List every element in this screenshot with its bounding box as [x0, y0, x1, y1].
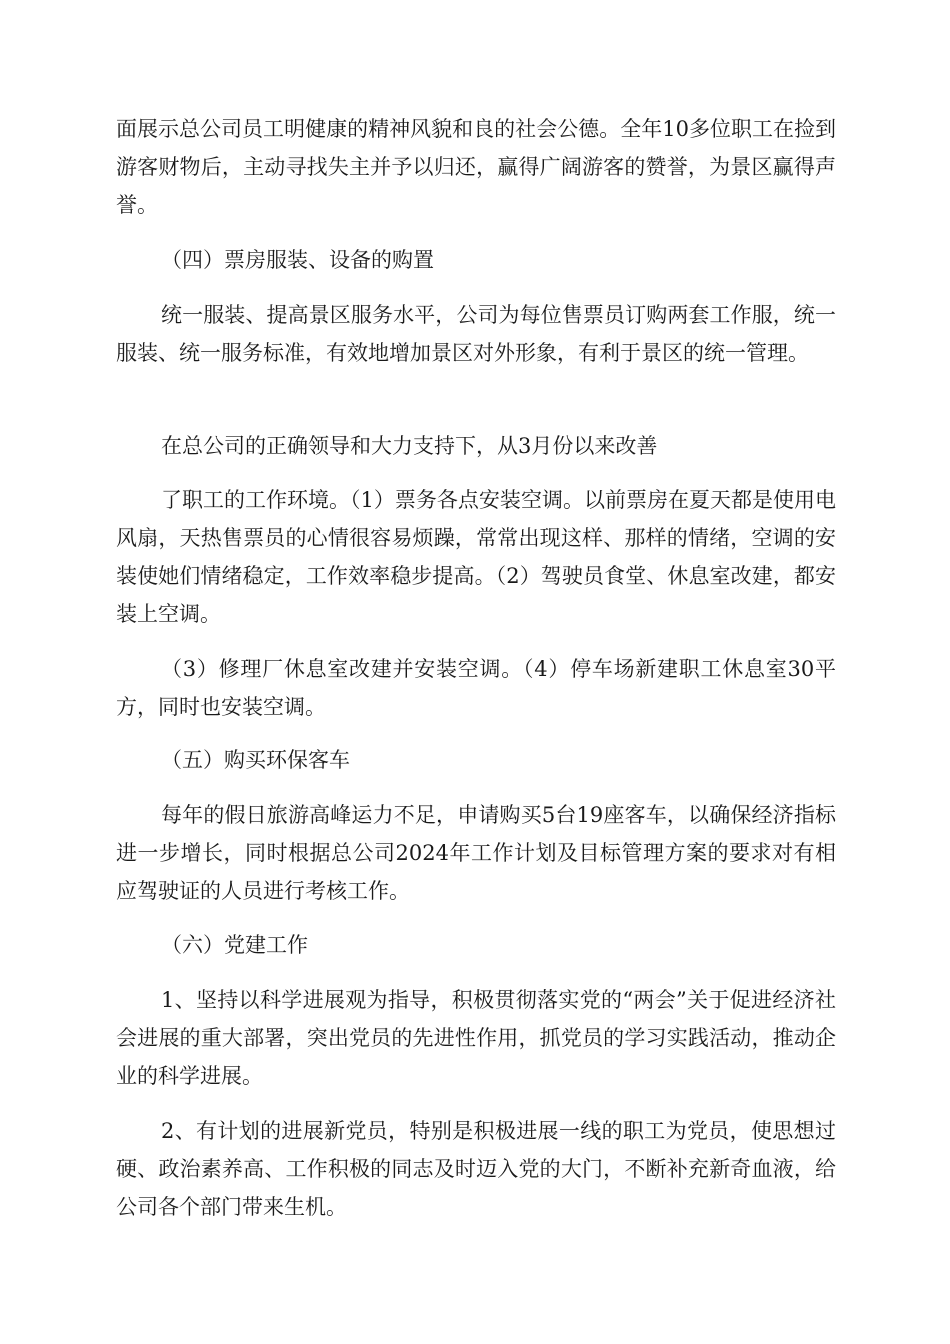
- paragraph-repair-shop: （3）修理厂休息室改建并安装空调。（4）停车场新建职工休息室30平方，同时也安装空调。: [116, 657, 836, 719]
- paragraph-support-intro: 在总公司的正确领导和大力支持下，从3月份以来改善: [161, 434, 658, 458]
- paragraph-uniforms: 统一服装、提高景区服务水平，公司为每位售票员订购两套工作服，统一服装、统一服务标准，有效地增加景区对外形象，有利于景区的统一管理。: [116, 303, 836, 365]
- paragraph-buses: 每年的假日旅游高峰运力不足，申请购买5台19座客车，以确保经济指标进一步增长，同时根据总公司2024年工作计划及目标管理方案的要求对有相应驾驶证的人员进行考核工作。: [116, 803, 836, 903]
- section-heading-4: （四）票房服装、设备的购置: [161, 248, 434, 272]
- section-heading-6: （六）党建工作: [161, 933, 308, 957]
- section-heading-5: （五）购买环保客车: [161, 748, 350, 772]
- paragraph-party-item-1: 1、坚持以科学进展观为指导，积极贯彻落实党的“两会”关于促进经济社会进展的重大部署，突出党员的先进性作用，抓党员的学习实践活动，推动企业的科学进展。: [116, 988, 836, 1088]
- paragraph-party-item-2: 2、有计划的进展新党员，特别是积极进展一线的职工为党员，使思想过硬、政治素养高、工作积极的同志及时迈入党的大门，不断补充新奇血液，给公司各个部门带来生机。: [116, 1119, 836, 1219]
- paragraph-continuation: 面展示总公司员工明健康的精神风貌和良的社会公德。全年10多位职工在捡到游客财物后，主动寻找失主并予以归还，赢得广阔游客的赞誉，为景区赢得声誉。: [116, 117, 836, 217]
- paragraph-work-environment: 了职工的工作环境。（1）票务各点安装空调。以前票房在夏天都是使用电风扇，天热售票员的心情很容易烦躁，常常出现这样、那样的情绪，空调的安装使她们情绪稳定，工作效率稳步提高。（2）驾驶员食堂、休息室改建，都安装上空调。: [116, 488, 836, 626]
